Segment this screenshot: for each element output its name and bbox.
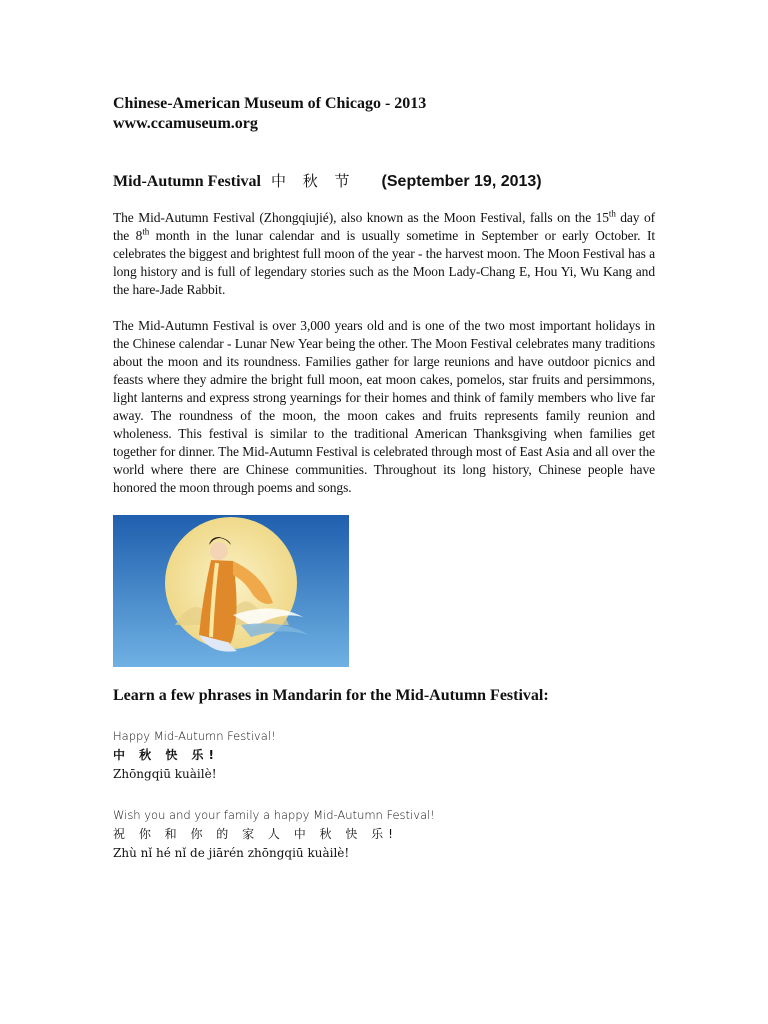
learn-phrases-heading: Learn a few phrases in Mandarin for the Mid-Autumn Festival:: [113, 687, 549, 704]
museum-title: Chinese-American Museum of Chicago - 2013: [113, 95, 427, 112]
superscript-th-1: th: [608, 208, 616, 219]
paragraph-intro-part1: The Mid-Autumn Festival (Zhongqiujié), also known as the Moon Festival, falls on the 15: [113, 210, 609, 225]
phrase-2: [113, 806, 655, 863]
phrase-1-chinese: 中 秋 快 乐!: [113, 748, 220, 762]
paragraph-history: The Mid-Autumn Festival is over 3,000 years old and is one of the two most important holidays in the Chinese calendar - Lunar New Year being the other. The Moon Festival celebrates many traditions about the moon and its roundness. Families gather for large reunions and have outdoor picnics and feasts where they admire the bright full moon, eat moon cakes, pomelos, star fruits and persimmons, light lanterns and express strong yearnings for their homes and think of family members who live far away. The roundness of the moon, the moon cakes and fruits represents family reunion and wholeness. This festival is similar to the traditional American Thanksgiving when families get together for dinner. The Mid-Autumn Festival is celebrated through most of East Asia and all over the world where there are Chinese communities. Throughout its long history, Chinese people have honored the moon through poems and songs.: [113, 318, 655, 495]
festival-date: (September 19, 2013): [381, 173, 542, 190]
festival-heading: [113, 170, 655, 191]
paragraph-intro-part2: day of the 8: [113, 210, 655, 243]
phrase-2-chinese: 祝 你 和 你 的 家 人 中 秋 快 乐!: [113, 827, 398, 841]
festival-title: Mid-Autumn Festival: [113, 173, 261, 190]
document-content: [113, 94, 655, 863]
festival-chinese-title: 中 秋 节: [271, 172, 356, 190]
paragraph-intro-part3: month in the lunar calendar and is usually sometime in September or early October. It celebrates the biggest and brightest full moon of the year - the harvest moon. The Moon Festival has a long history and is full of legendary stories such as the Moon Lady-Chang E, Hou Yi, Wu Kang and the hare-Jade Rabbit.: [113, 228, 655, 297]
moon-lady-illustration: [113, 515, 349, 667]
phrase-2-pinyin: Zhù nǐ hé nǐ de jiārén zhōngqiū kuàilè!: [113, 846, 350, 860]
phrase-1-english: Happy Mid-Autumn Festival!: [113, 729, 276, 743]
superscript-th-2: th: [142, 226, 150, 237]
paragraph-intro: [113, 209, 655, 299]
phrase-1: [113, 727, 655, 784]
museum-website: www.ccamuseum.org: [113, 115, 258, 132]
phrase-2-english: Wish you and your family a happy Mid-Autumn Festival!: [113, 808, 435, 822]
phrase-1-pinyin: Zhōngqiū kuàilè!: [113, 767, 217, 781]
